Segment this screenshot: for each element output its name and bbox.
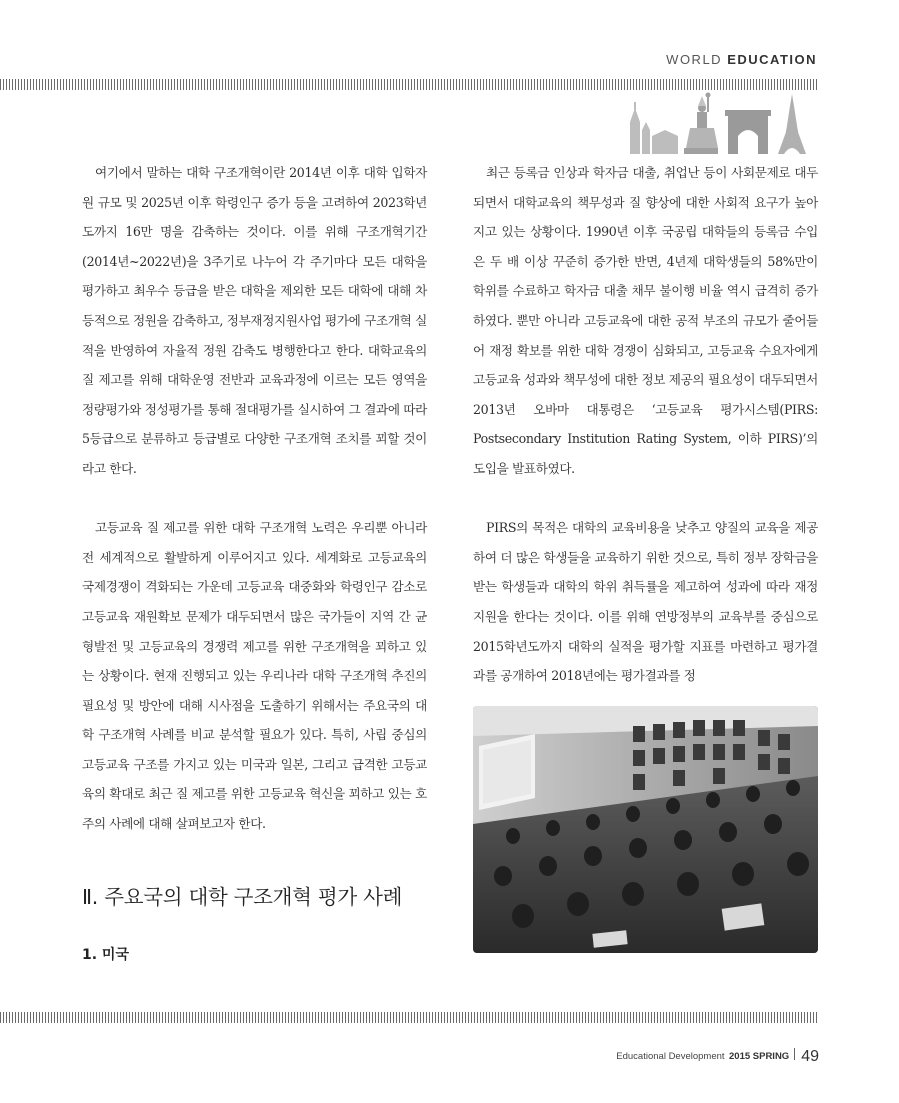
article-right-column xyxy=(473,158,818,691)
body-paragraph: PIRS의 목적은 대학의 교육비용을 낮추고 양질의 교육을 제공하여 더 많은 학생들을 교육하기 위한 것으로, 특히 정부 장학금을 받는 학생들과 대학의 학위 취득률을 제고하여 성과에 따라 재정지원을 한다는 것이다. 이를 위해 연방정부의 교육부를 중심으로 2015학년도까지 대학의 실적을 평가할 지표를 마련하고 평가결과를 공개하여 2018년에는 평가결과를 정 xyxy=(473,520,818,684)
page-number: 49 xyxy=(801,1048,819,1065)
body-paragraph: 최근 등록금 인상과 학자금 대출, 취업난 등이 사회문제로 대두되면서 대학교육의 책무성과 질 향상에 대한 사회적 요구가 높아지고 있는 상황이다. 1990년 이후 국공립 대학들의 등록금 수입은 두 배 이상 꾸준히 증가한 반면, 4년제 대학생들의 58%만이 학위를 수료하고 학자금 대출 채무 불이행 비율 역시 급격히 증가하였다. 뿐만 아니라 고등교육에 대한 공적 부조의 규모가 줄어들어 재정 확보를 위한 대학 경쟁이 심화되고, 고등교육 수요자에게 고등교육 성과와 책무성에 대한 정보 제공의 필요성이 대두되면서 2013년 오바마 대통령은 ‘고등교육 평가시스템(PIRS: Postsecondary Institution Rating System, 이하 PIRS)’의 도입을 발표하였다. xyxy=(473,165,818,476)
footer-stripe-rule xyxy=(0,1012,818,1023)
page-footer xyxy=(616,1046,819,1066)
body-paragraph: 여기에서 말하는 대학 구조개혁이란 2014년 이후 대학 입학자원 규모 및 2025년 이후 학령인구 증가 등을 고려하여 2023학년도까지 16만 명을 감축하는 것이다. 이를 위해 구조개혁기간(2014년~2022년)을 3주기로 나누어 각 주기마다 모든 대학을 평가하고 최우수 등급을 받은 대학을 제외한 모든 대학에 대해 차등적으로 정원을 감축하고, 정부재정지원사업 평가에 구조개혁 실적을 반영하여 자율적 정원 감축도 병행한다고 한다. 대학교육의 질 제고를 위해 대학운영 전반과 교육과정에 이르는 모든 영역을 정량평가와 정성평가를 통해 절대평가를 실시하여 그 결과에 따라 5등급으로 분류하고 등급별로 다양한 구조개혁 조치를 꾀할 것이라고 한다. xyxy=(82,165,427,476)
section-prefix: WORLD xyxy=(666,52,723,67)
body-paragraph: 고등교육 질 제고를 위한 대학 구조개혁 노력은 우리뿐 아니라 전 세계적으로 활발하게 이루어지고 있다. 세계화로 고등교육의 국제경쟁이 격화되는 가운데 고등교육 대중화와 학령인구 감소로 고등교육 재원확보 문제가 대두되면서 많은 국가들이 지역 간 균형발전 및 고등교육의 경쟁력 제고를 위한 구조개혁을 꾀하고 있는 상황이다. 현재 진행되고 있는 우리나라 대학 구조개혁 추진의 필요성 및 방안에 대해 시사점을 도출하기 위해서는 주요국의 대학 구조개혁 사례를 비교 분석할 필요가 있다. 특히, 사립 중심의 고등교육 구조를 가지고 있는 미국과 일본, 그리고 급격한 고등교육의 확대로 최근 질 제고를 위한 고등교육 혁신을 꾀하고 있는 호주의 사례에 대해 살펴보고자 한다. xyxy=(82,520,427,832)
lecture-hall-photo xyxy=(473,706,818,953)
subsection-heading: 1. 미국 xyxy=(82,947,129,963)
footer-divider xyxy=(794,1048,795,1060)
landmarks-illustration xyxy=(628,92,812,154)
article-left-column xyxy=(82,158,427,839)
section-heading: Ⅱ. 주요국의 대학 구조개혁 평가 사례 xyxy=(82,885,403,909)
header-stripe-rule xyxy=(0,79,818,90)
issue-label: 2015 SPRING xyxy=(729,1051,790,1062)
publication-name: Educational Development xyxy=(616,1051,725,1062)
section-label xyxy=(666,52,817,67)
section-name: EDUCATION xyxy=(727,52,817,67)
